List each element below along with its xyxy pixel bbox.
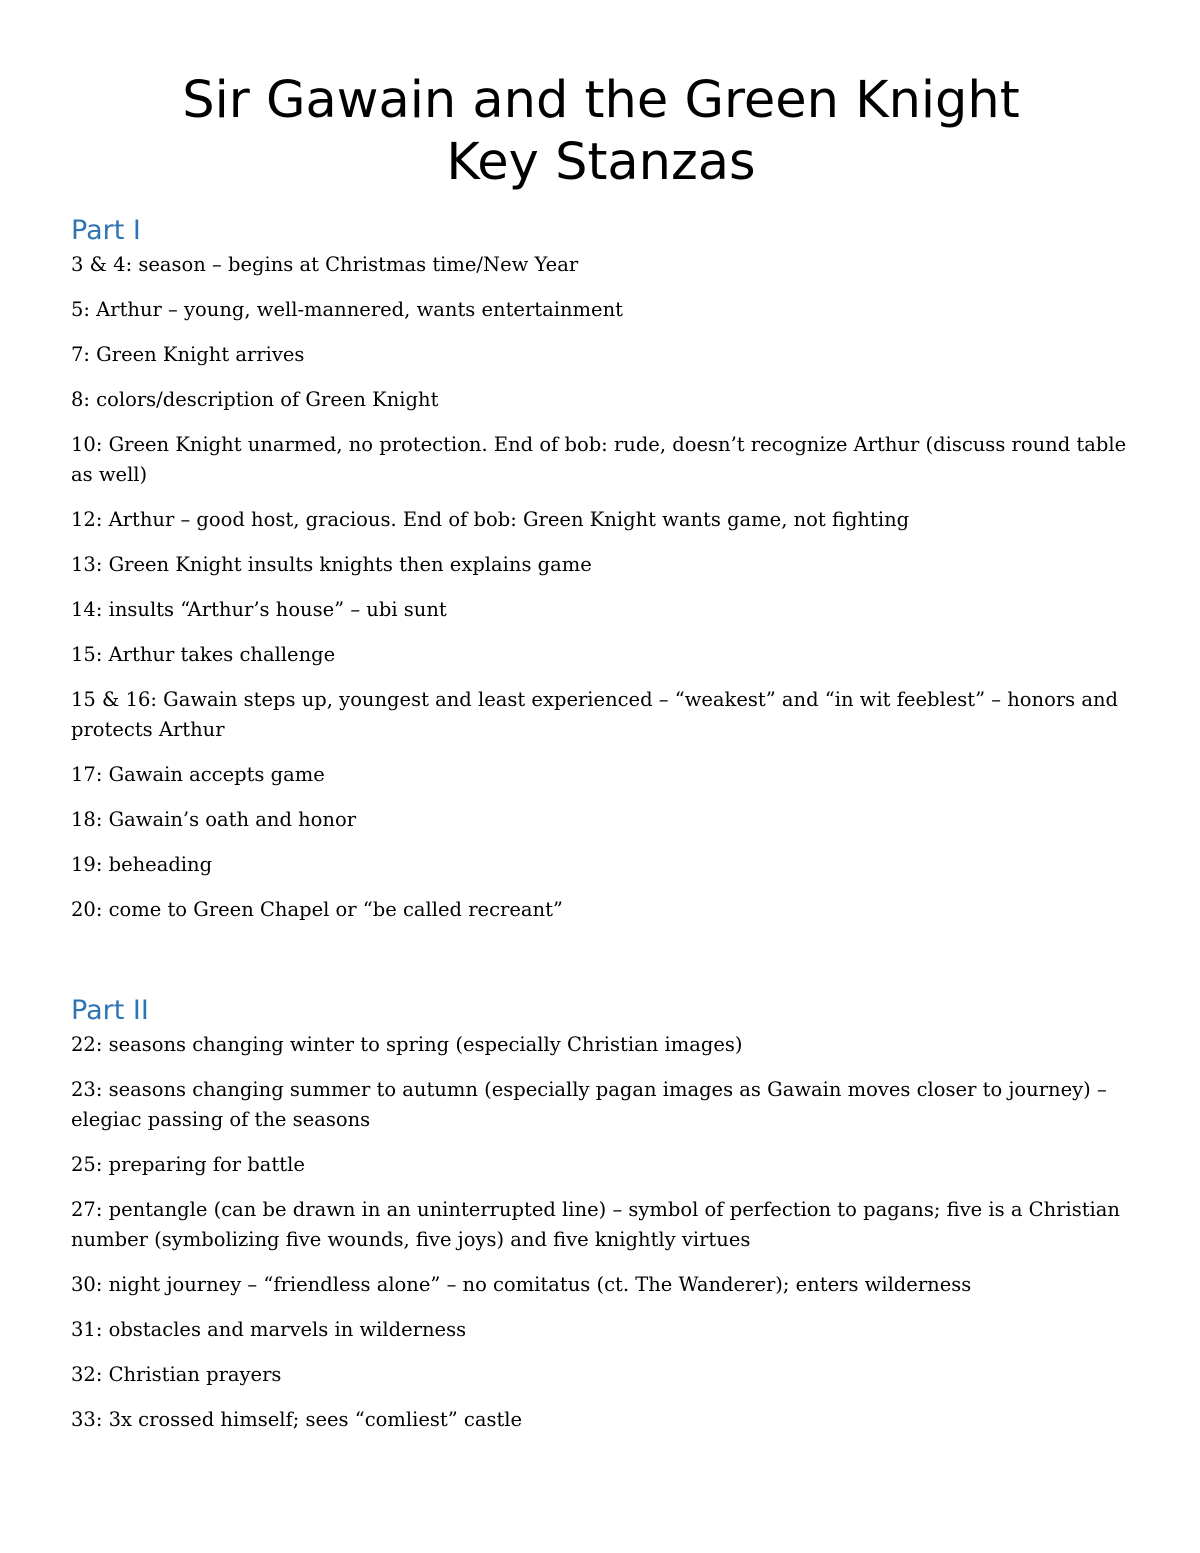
stanza-item: 17: Gawain accepts game: [71, 763, 325, 786]
stanza-item: 20: come to Green Chapel or “be called recreant”: [71, 898, 563, 921]
stanza-item: 7: Green Knight arrives: [71, 343, 305, 366]
stanza-item: 27: pentangle (can be drawn in an uninterrupted line) – symbol of perfection to pagans; five is a Christian number (symbolizing five wounds, five joys) and five knightly virtues: [71, 1198, 1120, 1251]
section-part-1: [71, 214, 1131, 925]
stanza-item: 15: Arthur takes challenge: [71, 643, 336, 666]
stanza-item: 31: obstacles and marvels in wilderness: [71, 1318, 467, 1341]
stanza-item: 12: Arthur – good host, gracious. End of bob: Green Knight wants game, not fighting: [71, 508, 910, 531]
stanza-item: 32: Christian prayers: [71, 1363, 282, 1386]
title-line-1: Sir Gawain and the Green Knight: [182, 71, 1020, 130]
stanza-item: 13: Green Knight insults knights then explains game: [71, 553, 592, 576]
stanza-item: 18: Gawain’s oath and honor: [71, 808, 357, 831]
title-line-2: Key Stanzas: [446, 133, 756, 192]
section-heading: Part II: [71, 995, 149, 1026]
stanza-item: 23: seasons changing summer to autumn (especially pagan images as Gawain moves closer to journey) – elegiac passing of the seasons: [71, 1078, 1107, 1131]
stanza-item: 25: preparing for battle: [71, 1153, 305, 1176]
stanza-item: 33: 3x crossed himself; sees “comliest” castle: [71, 1408, 523, 1431]
stanza-item: 5: Arthur – young, well-mannered, wants entertainment: [71, 298, 623, 321]
stanza-item: 10: Green Knight unarmed, no protection. End of bob: rude, doesn’t recognize Arthur (discuss round table as well): [71, 433, 1127, 486]
stanza-item: 22: seasons changing winter to spring (especially Christian images): [71, 1033, 743, 1056]
stanza-item: 30: night journey – “friendless alone” – no comitatus (ct. The Wanderer); enters wilderness: [71, 1273, 972, 1296]
document-page: [71, 70, 1131, 1450]
document-title: [71, 70, 1131, 194]
stanza-item: 19: beheading: [71, 853, 213, 876]
stanza-item: 15 & 16: Gawain steps up, youngest and least experienced – “weakest” and “in wit feeblest” – honors and protects Arthur: [71, 688, 1119, 741]
stanza-item: 8: colors/description of Green Knight: [71, 388, 439, 411]
stanza-item: 3 & 4: season – begins at Christmas time/New Year: [71, 253, 579, 276]
section-part-2: [71, 994, 1131, 1435]
section-heading: Part I: [71, 215, 141, 246]
stanza-item: 14: insults “Arthur’s house” – ubi sunt: [71, 598, 447, 621]
section-spacer: [71, 940, 1131, 994]
